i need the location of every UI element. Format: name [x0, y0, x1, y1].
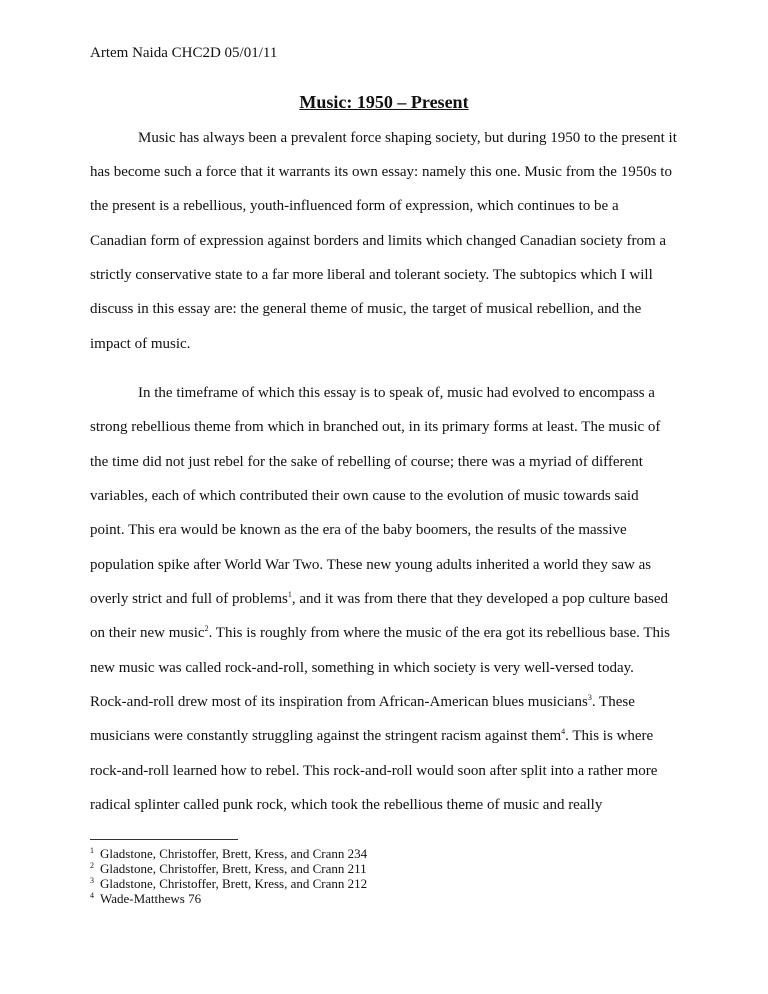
footnote — [90, 861, 367, 877]
text-line — [90, 728, 653, 745]
text-segment: . This is where — [565, 728, 654, 744]
text-line: the present is a rebellious, youth-influenced form of expression, which continues to be a — [90, 198, 619, 214]
text-line: radical splinter called punk rock, which took the rebellious theme of music and really — [90, 797, 603, 813]
page-title: Music: 1950 – Present — [299, 92, 469, 112]
text-segment: , and it was from there that they developed a pop culture based — [291, 591, 668, 607]
footnote-number: 2 — [90, 861, 94, 870]
text-segment: . These — [591, 694, 635, 710]
text-line: Canadian form of expression against borders and limits which changed Canadian society from a — [90, 233, 667, 249]
text-line: impact of music. — [90, 336, 191, 352]
text-line: rock-and-roll learned how to rebel. This rock-and-roll would soon after split into a rather more — [90, 763, 658, 779]
text-line: new music was called rock-and-roll, something in which society is very well-versed today. — [90, 660, 634, 676]
text-line — [90, 625, 670, 642]
footnote-separator — [90, 839, 238, 840]
text-segment: . This is roughly from where the music of the era got its rebellious base. This — [208, 625, 671, 641]
footnote — [90, 891, 201, 907]
footnote-reference: 2 — [204, 624, 209, 633]
text-line: discuss in this essay are: the general theme of music, the target of musical rebellion, and the — [90, 301, 642, 317]
footnote-number: 3 — [90, 876, 94, 885]
footnote — [90, 846, 367, 862]
text-segment: on their new music — [90, 625, 205, 641]
text-line: has become such a force that it warrants its own essay: namely this one. Music from the 1950s to — [90, 164, 672, 180]
text-segment: musicians were constantly struggling against the stringent racism against them — [90, 728, 562, 744]
text-segment: overly strict and full of problems — [90, 591, 288, 607]
text-line: population spike after World War Two. These new young adults inherited a world they saw as — [90, 557, 652, 573]
text-line: In the timeframe of which this essay is to speak of, music had evolved to encompass a — [138, 385, 655, 401]
text-line: strictly conservative state to a far more liberal and tolerant society. The subtopics which I will — [90, 267, 653, 283]
footnote-number: 4 — [90, 891, 94, 900]
text-segment: Rock-and-roll drew most of its inspiration from African-American blues musicians — [90, 694, 588, 710]
footnote-reference: 1 — [287, 590, 292, 599]
text-line: variables, each of which contributed their own cause to the evolution of music towards said — [90, 488, 639, 504]
text-line: Music has always been a prevalent force shaping society, but during 1950 to the present it — [138, 130, 677, 146]
footnote-text: Gladstone, Christoffer, Brett, Kress, and Crann 234 — [100, 846, 368, 861]
page-header: Artem Naida CHC2D 05/01/11 — [90, 45, 278, 61]
footnote-number: 1 — [90, 846, 94, 855]
footnote-text: Wade-Matthews 76 — [100, 891, 202, 906]
text-line — [90, 694, 635, 711]
text-line: strong rebellious theme from which in branched out, in its primary forms at least. The music of — [90, 419, 661, 435]
footnote-reference: 3 — [587, 693, 592, 702]
text-line: point. This era would be known as the era of the baby boomers, the results of the massive — [90, 522, 627, 538]
footnote-text: Gladstone, Christoffer, Brett, Kress, and Crann 211 — [100, 861, 367, 876]
text-line: the time did not just rebel for the sake of rebelling of course; there was a myriad of different — [90, 454, 643, 470]
footnote — [90, 876, 367, 892]
footnote-reference: 4 — [561, 727, 566, 736]
footnote-text: Gladstone, Christoffer, Brett, Kress, and Crann 212 — [100, 876, 368, 891]
text-line — [90, 591, 668, 608]
